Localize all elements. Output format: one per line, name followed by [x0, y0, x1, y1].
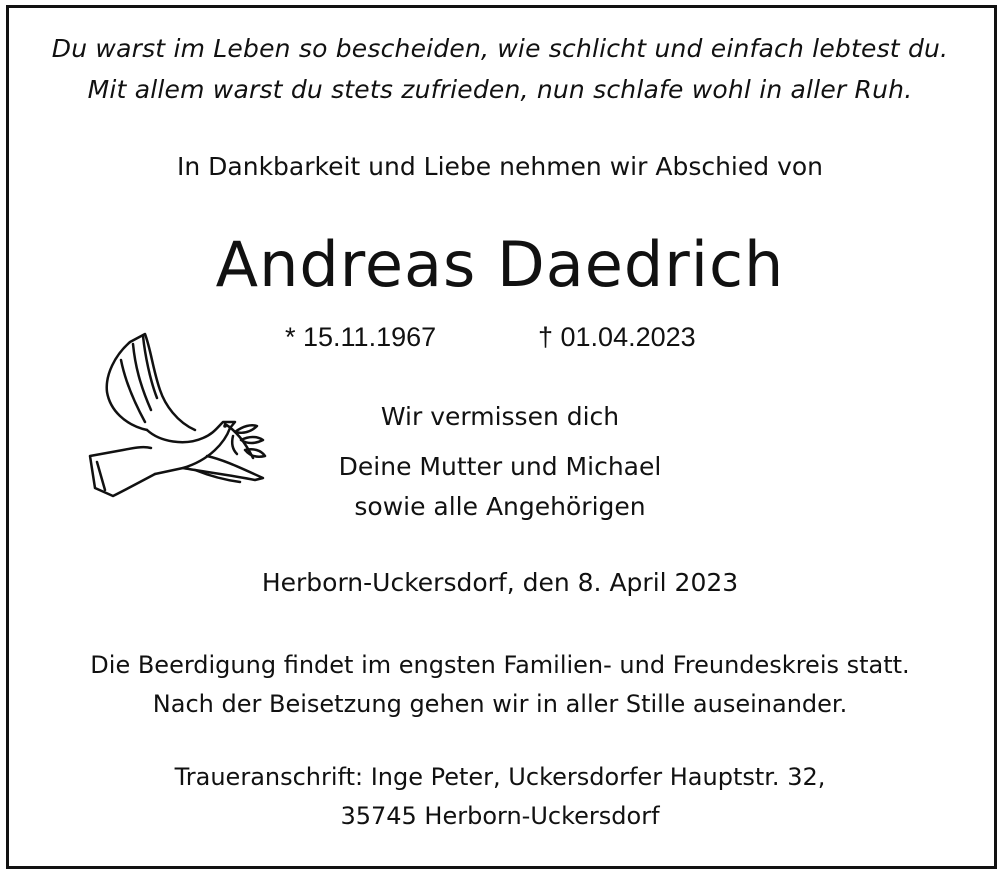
funeral-line-1: Die Beerdigung findet im engsten Familien- und Freundeskreis statt.: [90, 651, 910, 679]
place-date: Herborn-Uckersdorf, den 8. April 2023: [261, 568, 739, 597]
message-line-2: Deine Mutter und Michael: [338, 452, 662, 481]
funeral-line-2: Nach der Beisetzung gehen wir in aller Stille auseinander.: [152, 690, 848, 718]
birth-date: * 15.11.1967: [285, 322, 437, 352]
intro-text: In Dankbarkeit und Liebe nehmen wir Abschied von: [176, 152, 824, 181]
address-line-2: 35745 Herborn-Uckersdorf: [340, 802, 660, 830]
message-line-3: sowie alle Angehörigen: [354, 492, 646, 521]
deceased-name: Andreas Daedrich: [215, 228, 785, 301]
poem-line-2: Mit allem warst du stets zufrieden, nun schlafe wohl in aller Ruh.: [87, 75, 913, 104]
death-date: † 01.04.2023: [538, 322, 696, 352]
poem-line-1: Du warst im Leben so bescheiden, wie schlicht und einfach lebtest du.: [51, 34, 949, 63]
message-line-1: Wir vermissen dich: [380, 402, 620, 431]
address-line-1: Traueranschrift: Inge Peter, Uckersdorfer Hauptstr. 32,: [174, 763, 826, 791]
